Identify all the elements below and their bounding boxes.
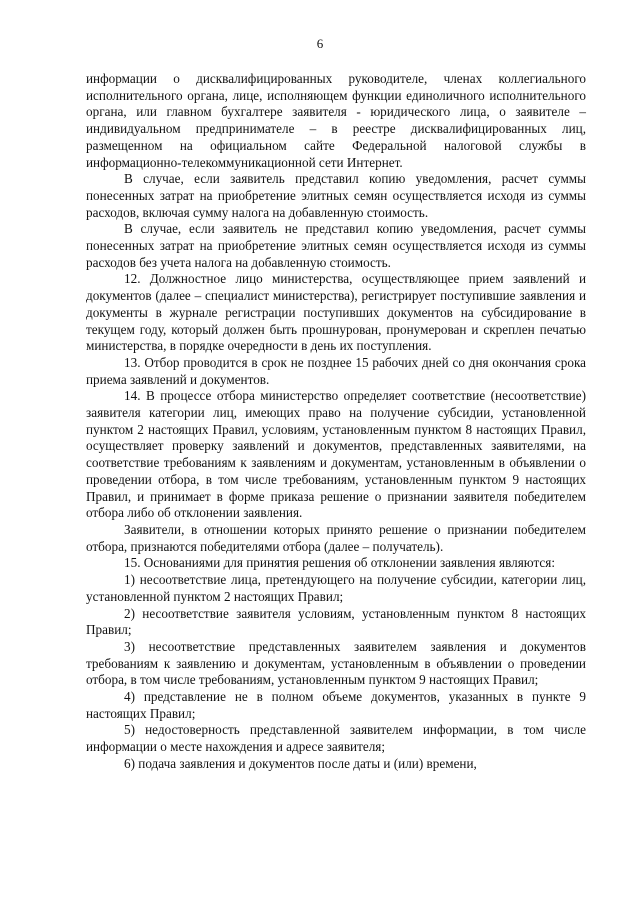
paragraph-vat-excluded: В случае, если заявитель не представил копию уведомления, расчет суммы понесенных затрат на приобретение элитных семян осуществляется исходя из суммы расходов без учета налога на добавленную стоимость. [86, 221, 586, 270]
document-body [86, 71, 586, 773]
paragraph-winners: Заявители, в отношении которых принято решение о признании победителем отбора, признаются победителями отбора (далее – получатель). [86, 521, 586, 554]
paragraph-item-12: 12. Должностное лицо министерства, осуществляющее прием заявлений и документов (далее – специалист министерства), регистрирует поступившие заявления и документы в журнале регистрации поступивших документов на субсидирование в текущем году, который должен быть прошнурован, пронумерован и скреплен печатью министерства, в порядке очередности в день их поступления. [86, 271, 586, 354]
list-item-2: 2) несоответствие заявителя условиям, установленным пунктом 8 настоящих Правил; [86, 605, 586, 638]
paragraph-item-13: 13. Отбор проводится в срок не позднее 15 рабочих дней со дня окончания срока приема заявлений и документов. [86, 354, 586, 387]
list-item-6: 6) подача заявления и документов после даты и (или) времени, [124, 755, 477, 771]
list-item-5: 5) недостоверность представленной заявителем информации, в том числе информации о месте нахождения и адресе заявителя; [86, 722, 586, 755]
paragraph-continuation: информации о дисквалифицированных руководителе, членах коллегиального исполнительного органа, лице, исполняющем функции единоличного исполнительного органа, или главном бухгалтере заявителя - юридического лица, о заявителе – индивидуальном предпринимателе – в реестре дисквалифицированных лиц, размещенном на официальном сайте Федеральной налоговой службы в информационно-телекоммуникационной сети Интернет. [86, 71, 586, 170]
list-item-4: 4) представление не в полном объеме документов, указанных в пункте 9 настоящих Правил; [86, 689, 586, 721]
page-number: 6 [316, 36, 324, 51]
list-item-3: 3) несоответствие представленных заявителем заявления и документов требованиям к заявлению и документам, установленным в объявлении о проведении отбора, в том числе требованиям, установленным пунктом 9 настоящих Правил; [86, 638, 586, 688]
list-item-1: 1) несоответствие лица, претендующего на получение субсидии, категории лиц, установленной пунктом 2 настоящих Правил; [86, 572, 586, 604]
paragraph-vat-included: В случае, если заявитель представил копию уведомления, расчет суммы понесенных затрат на приобретение элитных семян осуществляется исходя из суммы расходов, включая сумму налога на добавленную стоимость. [86, 171, 586, 220]
paragraph-item-15: 15. Основаниями для принятия решения об отклонении заявления являются: [124, 555, 555, 571]
paragraph-item-14: 14. В процессе отбора министерство определяет соответствие (несоответствие) заявителя категории лиц, имеющих право на получение субсидии, установленной пунктом 2 настоящих Правил, условиям, установленным пунктом 8 настоящих Правил, осуществляет проверку заявлений и документов, представленных заявителями, на соответствие требованиям к заявлениям и документам, установленным в объявлении о проведении отбора, в том числе требованиям, установленным пунктом 9 настоящих Правил, и принимает в форме приказа решение о признании заявителя победителем отбора либо об отклонении заявления. [86, 388, 586, 521]
